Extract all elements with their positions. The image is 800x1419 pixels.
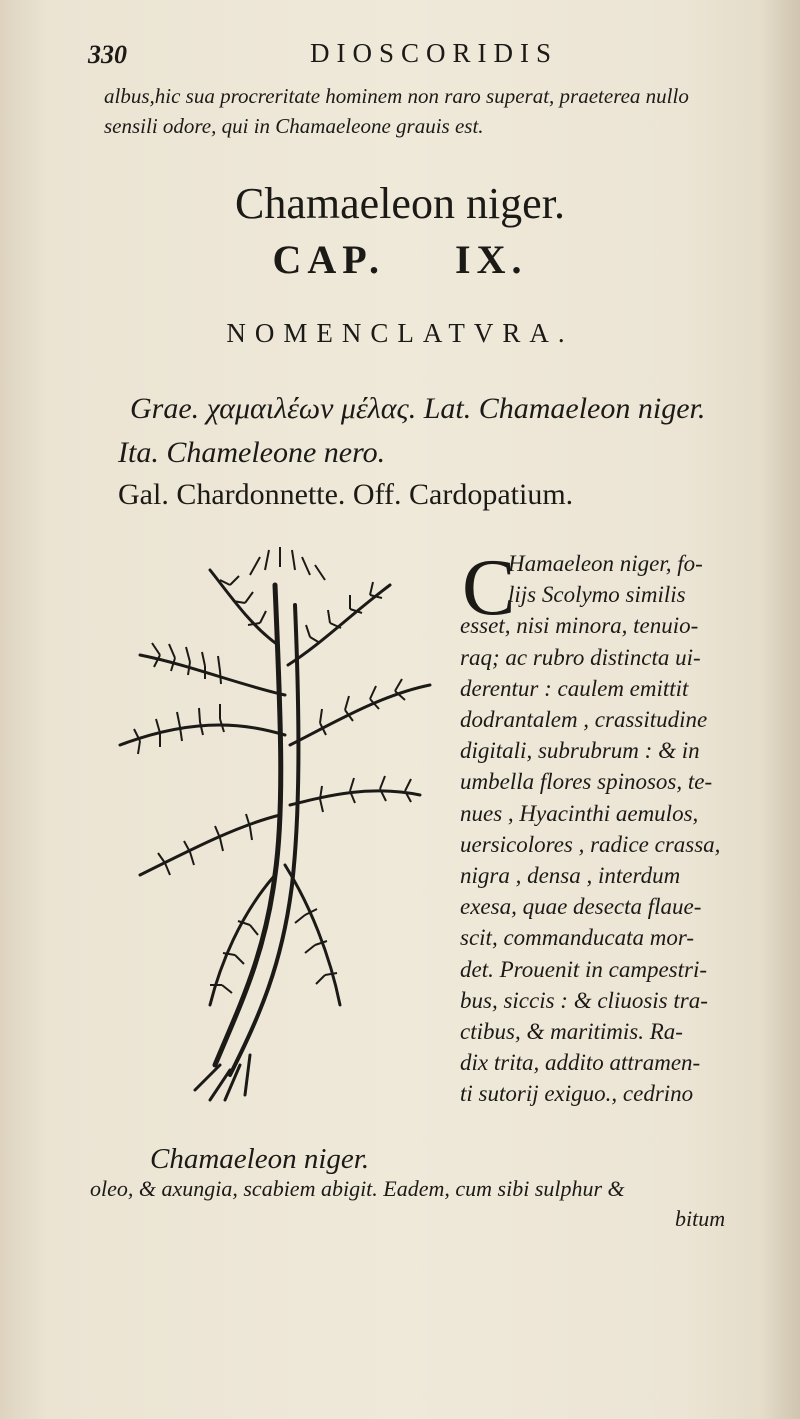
nomenclature-line-3: Gal. Chardonnette. Off. Cardopatium. xyxy=(118,478,574,511)
nomenclature-line-1: Grae. χαμαιλέων μέλας. Lat. Chamaeleon niger. xyxy=(130,392,706,425)
intro-line-2: sensili odore, qui in Chamaeleone grauis est. xyxy=(104,114,484,138)
body-line: raq; ac rubro distincta ui- xyxy=(460,644,701,670)
page-number: 330 xyxy=(88,40,127,69)
cap-label: CAP. xyxy=(272,237,386,282)
body-line: digitali, subrubrum : & in xyxy=(460,738,700,764)
body-column xyxy=(460,544,790,1110)
cap-roman: IX. xyxy=(455,237,528,282)
figure-caption: Chamaeleon niger. xyxy=(150,1143,370,1175)
nomenclature-line-2: Ita. Chameleone nero. xyxy=(118,436,386,469)
chapter-title: Chamaeleon niger. xyxy=(235,179,565,228)
body-line: dodrantalem , crassitudine xyxy=(460,707,708,733)
body-line: lijs Scolymo similis xyxy=(508,582,686,608)
body-line: ti sutorij exiguo., cedrino xyxy=(460,1081,694,1107)
body-line: dix trita, addito attramen- xyxy=(460,1050,701,1076)
body-line: bus, siccis : & cliuosis tra- xyxy=(460,987,708,1013)
plant-woodcut-icon xyxy=(100,545,460,1105)
section-heading: NOMENCLATVRA. xyxy=(226,318,574,348)
body-line: det. Prouenit in campestri- xyxy=(460,956,707,982)
body-line: nues , Hyacinthi aemulos, xyxy=(460,800,699,826)
body-line: Hamaeleon niger, fo- xyxy=(508,551,703,576)
body-line: nigra , densa , interdum xyxy=(460,863,681,889)
body-line: scit, commanducata mor- xyxy=(460,925,694,951)
drop-cap: C xyxy=(462,544,516,632)
body-line: derentur : caulem emittit xyxy=(460,675,689,701)
final-line: oleo, & axungia, scabiem abigit. Eadem, cum sibi sulphur & xyxy=(90,1176,625,1201)
running-head: DIOSCORIDIS xyxy=(310,38,559,68)
body-line: uersicolores , radice crassa, xyxy=(460,831,721,857)
body-line: esset, nisi minora, tenuio- xyxy=(460,613,699,639)
body-line: ctibus, & maritimis. Ra- xyxy=(460,1019,683,1045)
intro-line-1: albus,hic sua procreritate hominem non raro superat, praeterea nullo xyxy=(104,84,689,108)
chapter-number xyxy=(0,236,800,283)
catchword: bitum xyxy=(675,1206,726,1231)
body-line: exesa, quae desecta flaue- xyxy=(460,894,702,920)
body-line: umbella flores spinosos, te- xyxy=(460,769,713,795)
